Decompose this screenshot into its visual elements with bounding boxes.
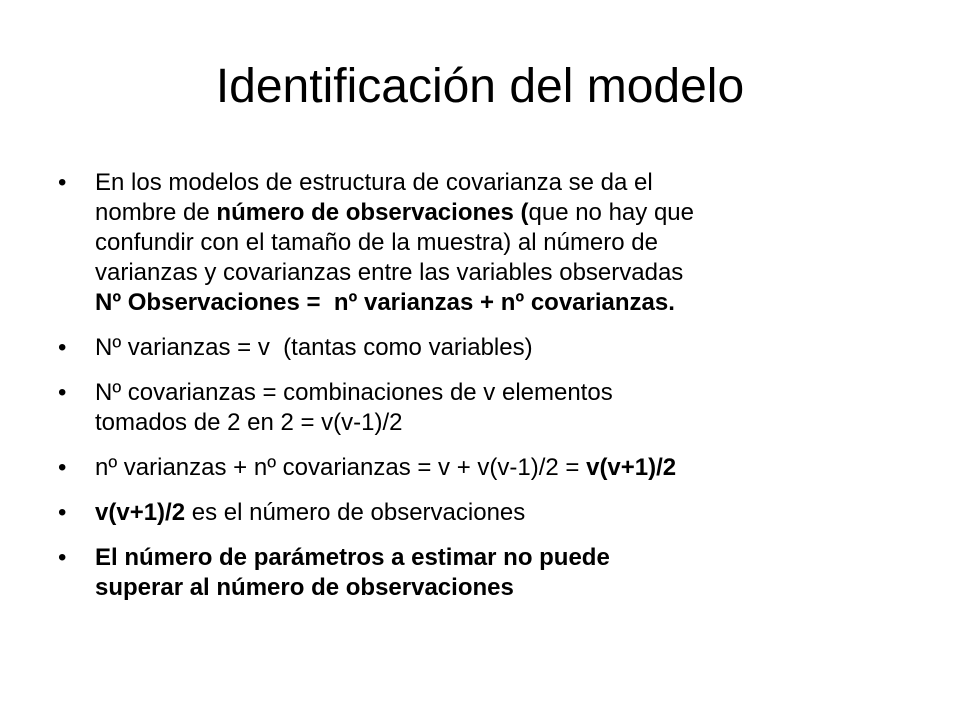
bullet-item: [58, 168, 908, 318]
bold-text: v(v+1)/2: [586, 454, 677, 481]
bullet-line: [95, 378, 908, 408]
bullet-line: [95, 573, 908, 603]
bullet-marker: •: [58, 379, 67, 406]
text-run: confundir con el tamaño de la muestra) al número de: [95, 229, 658, 256]
bullet-line: [95, 453, 908, 483]
bullet-marker: •: [58, 499, 67, 526]
bold-text: El número de parámetros a estimar no puede: [95, 544, 610, 571]
bullet-line: [95, 333, 908, 363]
slide-title: Identificación del modelo: [215, 60, 745, 113]
bullet-line: [95, 288, 908, 318]
text-run: Nº covarianzas = combinaciones de v elementos: [95, 379, 613, 406]
text-run: es el número de observaciones: [185, 499, 526, 526]
bullet-item: [58, 498, 908, 528]
bold-text: superar al número de observaciones: [95, 574, 514, 601]
bullet-line: [95, 543, 908, 573]
bullet-item: [58, 333, 908, 363]
bullet-line: [95, 408, 908, 438]
text-run: Nº varianzas = v (tantas como variables): [95, 334, 533, 361]
text-run: varianzas y covarianzas entre las variables observadas: [95, 259, 684, 286]
text-run: nombre de: [95, 199, 217, 226]
bullet-marker: •: [58, 334, 67, 361]
bullet-line: [95, 168, 908, 198]
text-run: En los modelos de estructura de covarianza se da el: [95, 169, 653, 196]
bullet-line: [95, 498, 908, 528]
bullet-line: [95, 258, 908, 288]
bullet-item: [58, 453, 908, 483]
bold-text: Nº Observaciones = nº varianzas + nº covarianzas.: [95, 289, 675, 316]
bullet-list: [58, 168, 908, 618]
bullet-item: [58, 543, 908, 603]
bullet-marker: •: [58, 169, 67, 196]
text-run: tomados de 2 en 2 = v(v-1)/2: [95, 409, 403, 436]
bold-text: v(v+1)/2: [95, 499, 186, 526]
bullet-line: [95, 228, 908, 258]
text-run: nº varianzas + nº covarianzas = v + v(v-1)/2 =: [95, 454, 587, 481]
bullet-marker: •: [58, 454, 67, 481]
bullet-line: [95, 198, 908, 228]
text-run: que no hay que: [528, 199, 694, 226]
bullet-item: [58, 378, 908, 438]
bold-text: número de observaciones (: [216, 199, 529, 226]
bullet-marker: •: [58, 544, 67, 571]
